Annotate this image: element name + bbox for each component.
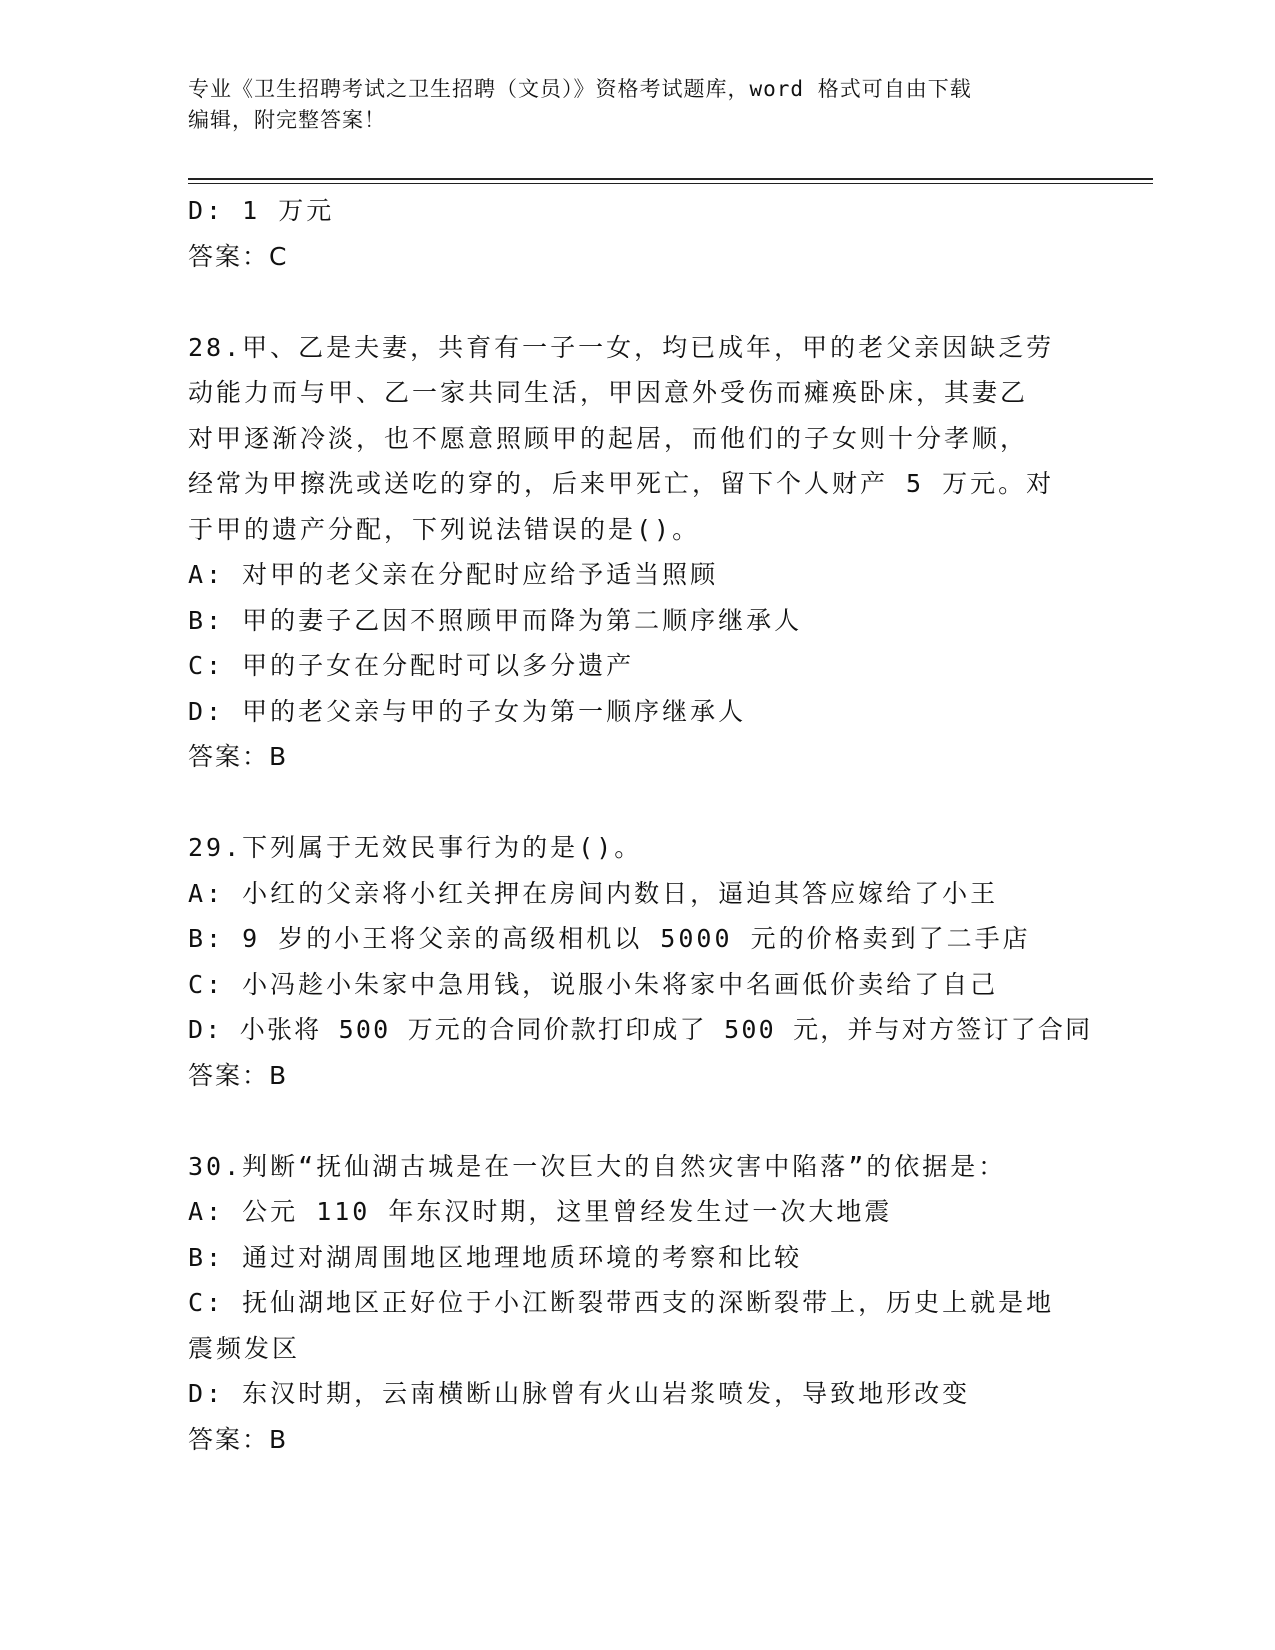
option-c: C: 抚仙湖地区正好位于小江断裂带西支的深断裂带上，历史上就是地 震频发区 [188, 1288, 1055, 1363]
option-d: D: 甲的老父亲与甲的子女为第一顺序继承人 [188, 696, 747, 726]
question-30 [188, 1144, 1088, 1463]
answer-label: 答案： [188, 1424, 270, 1454]
option-a: A: 对甲的老父亲在分配时应给予适当照顾 [188, 560, 719, 589]
option-b: B: 甲的妻子乙因不照顾甲而降为第二顺序继承人 [188, 605, 803, 635]
option-c: C: 甲的子女在分配时可以多分遗产 [188, 651, 635, 680]
question-28 [188, 325, 1088, 780]
document-header: 专业《卫生招聘考试之卫生招聘（文员）》资格考试题库，word 格式可自由下载 编辑，附完整答案！ [188, 77, 972, 132]
option-c: C: 小冯趁小朱家中急用钱，说服小朱将家中名画低价卖给了自己 [188, 969, 999, 999]
answer-value: B [269, 1424, 289, 1454]
option-b: B: 通过对湖周围地区地理地质环境的考察和比较 [188, 1242, 803, 1272]
answer-line [188, 1053, 1088, 1099]
option-d: D: 1 万元 [188, 196, 335, 225]
previous-question-tail [188, 188, 1088, 279]
answer-line [188, 234, 1088, 280]
question-stem: 29.下列属于无效民事行为的是()。 [188, 833, 643, 862]
answer-label: 答案： [188, 742, 270, 771]
answer-line [188, 1417, 1088, 1463]
header-divider [188, 178, 1153, 180]
question-stem: 28.甲、乙是夫妻，共育有一子一女，均已成年，甲的老父亲因缺乏劳 动能力而与甲、乙一家共同生活，甲因意外受伤而瘫痪卧床，其妻乙 对甲逐渐冷淡，也不愿意照顾甲的起居，而他们的子女则十分孝顺， 经常为甲擦洗或送吃的穿的，后来甲死亡，留下个人财产 5 万元。对 于甲的遗产分配，下列说法错误的是()。 [188, 332, 1055, 544]
question-content [188, 188, 1093, 1462]
answer-label: 答案： [188, 1060, 270, 1090]
question-29 [188, 825, 1093, 1098]
answer-value: B [269, 1060, 289, 1090]
question-stem: 30.判断“抚仙湖古城是在一次巨大的自然灾害中陷落”的依据是： [188, 1151, 1007, 1181]
option-a: A: 小红的父亲将小红关押在房间内数日，逼迫其答应嫁给了小王 [188, 878, 999, 908]
answer-label: 答案： [188, 241, 270, 271]
answer-value: B [269, 742, 289, 771]
answer-value: C [269, 241, 289, 271]
spacer [188, 780, 1088, 826]
spacer [188, 1098, 1088, 1144]
header-divider-thin [188, 183, 1153, 184]
spacer [188, 279, 1088, 325]
option-d: D: 东汉时期，云南横断山脉曾有火山岩浆喷发，导致地形改变 [188, 1379, 971, 1408]
option-d: D: 小张将 500 万元的合同价款打印成了 500 元，并与对方签订了合同 [188, 1015, 1093, 1044]
option-b: B: 9 岁的小王将父亲的高级相机以 5000 元的价格卖到了二手店 [188, 924, 1031, 953]
option-a: A: 公元 110 年东汉时期，这里曾经发生过一次大地震 [188, 1197, 893, 1226]
answer-line [188, 734, 1088, 780]
